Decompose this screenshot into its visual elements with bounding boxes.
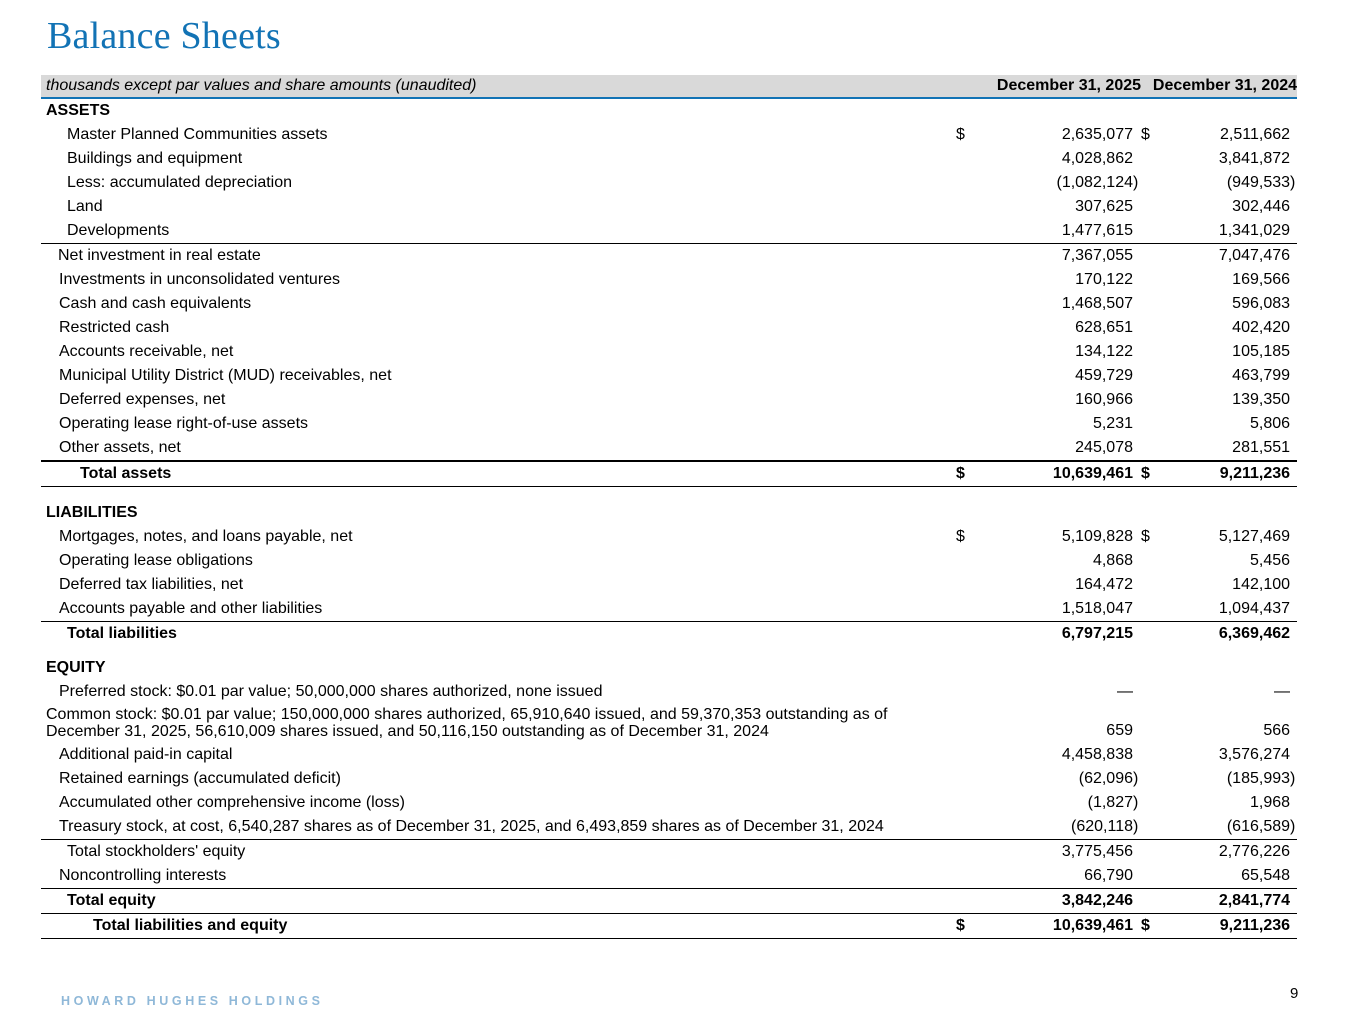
value-2024: 302,446 — [1232, 198, 1291, 215]
row-label: Total stockholders' equity — [67, 843, 246, 860]
value-2024: 463,799 — [1232, 367, 1291, 384]
value-2024: 2,511,662 — [1220, 126, 1291, 143]
dollar-sign: $ — [956, 126, 965, 143]
row-label: Master Planned Communities assets — [67, 126, 328, 143]
dollar-sign: $ — [956, 528, 965, 545]
table-row — [41, 436, 1297, 461]
value-2024: 7,047,476 — [1218, 247, 1291, 264]
dollar-sign: $ — [1141, 126, 1150, 143]
section-label: ASSETS — [46, 102, 111, 119]
paren: ) — [1290, 770, 1296, 787]
table-header-row — [41, 75, 1297, 98]
row-label: Total liabilities and equity — [41, 914, 956, 939]
row-label: Total equity — [41, 889, 956, 914]
dollar-sign: $ — [1141, 914, 1155, 939]
table-row — [41, 597, 1297, 622]
table-row — [41, 219, 1297, 244]
page-number: 9 — [1290, 985, 1299, 1002]
row-label: Additional paid-in capital — [59, 746, 233, 763]
company-wordmark: HOWARD HUGHES HOLDINGS — [61, 994, 324, 1008]
value-2025: 628,651 — [1075, 319, 1133, 336]
total-stockholders-equity-row — [41, 840, 1297, 865]
paren: ) — [1290, 815, 1297, 840]
table-row — [41, 791, 1297, 815]
table-row — [41, 388, 1297, 412]
value-2025: 7,367,055 — [1061, 247, 1133, 264]
value-2024: 1,341,029 — [1155, 219, 1290, 244]
value-2025: 5,231 — [1092, 415, 1133, 432]
row-label: Operating lease obligations — [59, 552, 253, 569]
row-label: Retained earnings (accumulated deficit) — [59, 770, 341, 787]
value-2024: 142,100 — [1232, 576, 1291, 593]
value-2024: 1,094,437 — [1155, 597, 1290, 622]
table-row — [41, 123, 1297, 147]
row-label: Cash and cash equivalents — [59, 295, 252, 312]
noncontrolling-interests-row — [41, 864, 1297, 889]
table-row — [41, 412, 1297, 436]
table-row — [41, 680, 1297, 704]
value-2025: 659 — [1106, 722, 1133, 739]
row-label: Accumulated other comprehensive income (loss) — [59, 794, 405, 811]
table-row — [41, 340, 1297, 364]
row-label: Developments — [41, 219, 956, 244]
row-label: Operating lease right-of-use assets — [59, 415, 309, 432]
value-2024: 402,420 — [1232, 319, 1291, 336]
total-equity-row — [41, 889, 1297, 914]
table-row — [41, 171, 1297, 195]
section-label: LIABILITIES — [46, 504, 138, 521]
value-2024: 9,211,236 — [1155, 461, 1290, 487]
table-row — [41, 815, 1297, 840]
value-2025: 4,458,838 — [1061, 746, 1133, 763]
value-2025: 459,729 — [1075, 367, 1133, 384]
value-2024: 1,968 — [1249, 794, 1291, 811]
column-header-2024: December 31, 2024 — [1141, 75, 1297, 98]
value-2024: 105,185 — [1232, 343, 1291, 360]
value-2025: (1,082,124 — [1056, 174, 1133, 191]
row-label: Buildings and equipment — [67, 150, 243, 167]
paren: ) — [1133, 770, 1139, 787]
value-2025: 6,797,215 — [1061, 625, 1133, 642]
table-row — [41, 316, 1297, 340]
table-row — [41, 704, 1297, 743]
value-2024: 5,127,469 — [1218, 528, 1291, 545]
value-2025: 66,790 — [970, 864, 1133, 889]
table-row — [41, 244, 1297, 269]
row-label: Deferred expenses, net — [59, 391, 226, 408]
dollar-sign: $ — [956, 914, 970, 939]
value-2024: 3,576,274 — [1218, 746, 1291, 763]
dollar-sign: $ — [1141, 528, 1150, 545]
row-label: Total liabilities — [67, 625, 177, 642]
value-2024: 281,551 — [1232, 439, 1291, 456]
value-2025: — — [1117, 683, 1133, 700]
value-2025: (620,118 — [970, 815, 1133, 840]
value-2024: 5,456 — [1249, 552, 1291, 569]
value-2024: 5,806 — [1249, 415, 1291, 432]
row-label: Restricted cash — [59, 319, 170, 336]
value-2024: (949,533 — [1226, 174, 1291, 191]
value-2024: 2,841,774 — [1155, 889, 1290, 914]
value-2025: 307,625 — [1075, 198, 1133, 215]
row-label: Mortgages, notes, and loans payable, net — [59, 528, 353, 545]
value-2025: (62,096 — [1078, 770, 1133, 787]
paren: ) — [1133, 174, 1139, 191]
table-row — [41, 549, 1297, 573]
total-liabilities-row — [41, 622, 1297, 647]
paren: ) — [1133, 794, 1139, 811]
total-assets-row — [41, 461, 1297, 487]
balance-sheet-table — [41, 75, 1297, 939]
value-2025: 1,477,615 — [970, 219, 1133, 244]
table-row — [41, 573, 1297, 597]
value-2025: 134,122 — [1075, 343, 1133, 360]
table-row — [41, 195, 1297, 219]
value-2024: 596,083 — [1232, 295, 1291, 312]
value-2025: 4,028,862 — [1061, 150, 1133, 167]
value-2024: 139,350 — [1232, 391, 1291, 408]
value-2025: 4,868 — [1092, 552, 1133, 569]
row-label: Accounts receivable, net — [59, 343, 234, 360]
table-row — [41, 268, 1297, 292]
value-2024: 65,548 — [1155, 864, 1290, 889]
row-label: Treasury stock, at cost, 6,540,287 shares as of December 31, 2025, and 6,493,859 shares as of December 31, 2024 — [41, 815, 956, 840]
value-2025: 2,635,077 — [1061, 126, 1133, 143]
value-2025: 1,518,047 — [970, 597, 1133, 622]
value-2025: 10,639,461 — [970, 914, 1133, 939]
value-2024: 169,566 — [1232, 271, 1291, 288]
row-label: Common stock: $0.01 par value; 150,000,000 shares authorized, 65,910,640 issued, and 59,370,353 outstanding as of December 31, 2025, 56,610,009 shares issued, and 50,116,150 outstanding as of December 31, 2024 — [46, 706, 888, 740]
row-label: Municipal Utility District (MUD) receivables, net — [59, 367, 392, 384]
row-label: Other assets, net — [59, 439, 181, 456]
row-label: Investments in unconsolidated ventures — [59, 271, 341, 288]
value-2025: 1,468,507 — [1061, 295, 1133, 312]
column-header-2025: December 31, 2025 — [956, 75, 1141, 98]
value-2024: — — [1274, 683, 1291, 700]
spacer-row — [41, 487, 1297, 502]
row-label: Net investment in real estate — [58, 247, 261, 264]
paren: ) — [1290, 174, 1296, 191]
section-heading-liabilities — [41, 501, 1297, 525]
value-2025: 5,109,828 — [1061, 528, 1133, 545]
row-label: Preferred stock: $0.01 par value; 50,000,000 shares authorized, none issued — [59, 683, 603, 700]
value-2024: 566 — [1263, 722, 1291, 739]
section-label: EQUITY — [46, 659, 106, 676]
row-label: Accounts payable and other liabilities — [41, 597, 956, 622]
section-heading-assets — [41, 98, 1297, 123]
value-2025: 3,842,246 — [970, 889, 1133, 914]
total-liabilities-and-equity-row — [41, 914, 1297, 939]
row-label: Noncontrolling interests — [41, 864, 956, 889]
value-2024: 6,369,462 — [1218, 625, 1291, 642]
table-row — [41, 525, 1297, 549]
value-2025: 3,775,456 — [1061, 843, 1133, 860]
row-label: Less: accumulated depreciation — [67, 174, 293, 191]
table-row — [41, 767, 1297, 791]
units-note: thousands except par values and share amounts (unaudited) — [41, 75, 956, 98]
row-label: Deferred tax liabilities, net — [59, 576, 244, 593]
page-title: Balance Sheets — [47, 15, 281, 57]
section-heading-equity — [41, 656, 1297, 680]
value-2024: (185,993 — [1226, 770, 1291, 787]
value-2024: 2,776,226 — [1218, 843, 1291, 860]
value-2025: (1,827 — [1087, 794, 1133, 811]
dollar-sign: $ — [1141, 461, 1155, 487]
value-2024: 9,211,236 — [1155, 914, 1290, 939]
paren: ) — [1133, 815, 1141, 840]
row-label: Land — [67, 198, 103, 215]
value-2024: (616,589 — [1155, 815, 1290, 840]
value-2025: 170,122 — [1075, 271, 1133, 288]
table-row — [41, 147, 1297, 171]
row-label: Total assets — [41, 461, 956, 487]
value-2025: 10,639,461 — [970, 461, 1133, 487]
table-row — [41, 292, 1297, 316]
value-2024: 3,841,872 — [1218, 150, 1291, 167]
spacer-row — [41, 646, 1297, 656]
table-row — [41, 364, 1297, 388]
dollar-sign: $ — [956, 461, 970, 487]
value-2025: 160,966 — [1075, 391, 1133, 408]
value-2025: 245,078 — [1075, 439, 1133, 456]
table-row — [41, 743, 1297, 767]
value-2025: 164,472 — [1075, 576, 1133, 593]
